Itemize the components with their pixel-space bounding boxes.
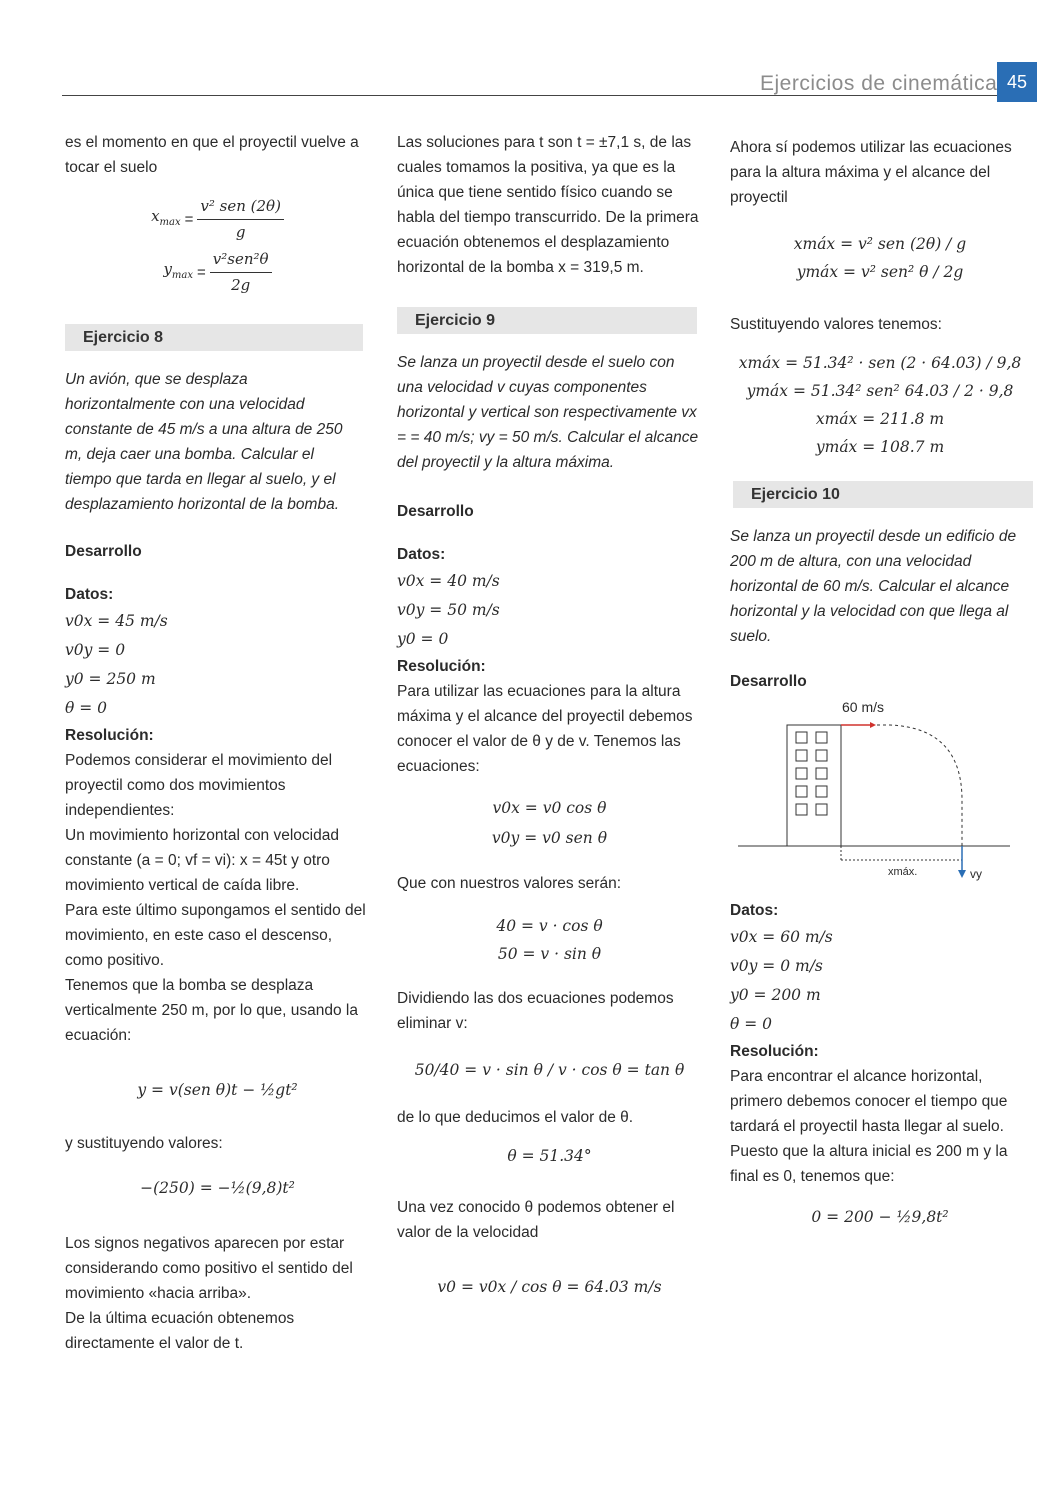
datos-list [730,923,1030,1039]
projectile-diagram [730,700,1010,890]
equation-v0y: v0y = v0 sen θ [491,829,608,847]
datos-item: v0y = 0 m/s [730,957,823,975]
page-number: 45 [997,62,1037,102]
datos-item: v0y = 50 m/s [397,601,500,619]
column-right [730,130,1030,1230]
result-xmax: xmáx = 211.8 m [815,410,945,428]
sustituyendo-text: Sustituyendo valores tenemos: [730,316,942,333]
datos-list [65,607,370,723]
desarrollo-heading: Desarrollo [397,503,474,520]
column-left [65,130,370,1356]
datos-item: v0y = 0 [65,641,126,659]
sustituyendo-text: y sustituyendo valores: [65,1135,223,1152]
resolucion-text: Podemos considerar el movimiento del proyectil como dos movimientos independientes: [65,752,333,819]
resolucion-text: Un movimiento horizontal con velocidad constante (a = 0; vf = vi): x = 45t y otro movimiento vertical de caída libre. [65,827,339,894]
datos-item: v0x = 40 m/s [397,572,500,590]
equation-theta: θ = 51.34° [507,1147,592,1165]
datos-heading: Datos: [730,902,779,919]
resolucion-text: Los signos negativos aparecen por estar considerando como positivo el sentido del movimiento «hacia arriba». [65,1235,353,1302]
exercise-10-statement: Se lanza un proyectil desde un edificio de 200 m de altura, con una velocidad horizontal de 60 m/s. Calcular el alcance horizontal y la velocidad con que llega al suelo. [730,528,1017,645]
running-header: Ejercicios de cinemática [760,72,998,95]
header-rule [62,95,997,96]
datos-item: y0 = 0 [397,630,449,648]
resolucion-text: De la última ecuación obtenemos directamente el valor de t. [65,1310,295,1352]
datos-list [397,567,702,654]
diagram-xmax-label: xmáx. [888,866,918,878]
resolucion-text: Para encontrar el alcance horizontal, primero debemos conocer el tiempo que tardará el proyectil hasta llegar al suelo. [730,1068,1008,1135]
resolucion-text: Para este último supongamos el sentido del movimiento, en este caso el descenso, como positivo. [65,902,366,969]
result-ymax: ymáx = 108.7 m [815,438,945,456]
formula-ymax: $y_{max}$ = $\frac{\text{v²sen²θ}}{2g}$ [65,247,370,298]
equation-substituted: −(250) = −½(9,8)t² [140,1179,295,1197]
solutions-text: Las soluciones para t son t = ±7,1 s, de las cuales tomamos la positiva, ya que es la única que tiene sentido físico cuando se habla del tiempo transcurrido. De la primera ecuación obtenemos el desplazamiento horizontal de la bomba x = 319,5 m. [397,134,699,276]
resolucion-text: Puesto que la altura inicial es 200 m y la final es 0, tenemos que: [730,1143,1008,1185]
deducimos-text: de lo que deducimos el valor de θ. [397,1109,634,1126]
desarrollo-heading: Desarrollo [730,673,807,690]
column-middle [397,130,702,1300]
resolucion-text: Para utilizar las ecuaciones para la altura máxima y el alcance del proyectil debemos conocer el valor de θ y de v. Tenemos las ecuaciones: [397,683,693,775]
datos-item: θ = 0 [730,1015,773,1033]
equation-sin: 50 = v · sin θ [497,945,602,963]
valores-text: Que con nuestros valores serán: [397,875,622,892]
desarrollo-heading: Desarrollo [65,543,142,560]
resolucion-text: Tenemos que la bomba se desplaza verticalmente 250 m, por lo que, usando la ecuación: [65,977,358,1044]
ahora-text: Ahora sí podemos utilizar las ecuaciones para la altura máxima y el alcance del proyectil [730,139,1012,206]
datos-heading: Datos: [397,546,446,563]
datos-heading: Datos: [65,586,114,603]
exercise-8-statement: Un avión, que se desplaza horizontalmente con una velocidad constante de 45 m/s a una altura de 250 m, deja caer una bomba. Calcular el tiempo que tarda en llegar al suelo, y el desplazamiento horizontal de la bomba. [65,371,343,513]
equation-v0x: v0x = v0 cos θ [492,799,607,817]
trajectory [841,725,962,846]
intro-text: es el momento en que el proyectil vuelve a tocar el suelo [65,134,359,176]
exercise-8-heading: Ejercicio 8 [65,324,363,351]
formula-xmax: xmáx = v² sen (2θ) / g [793,235,967,253]
exercise-9-heading: Ejercicio 9 [397,307,697,334]
datos-item: θ = 0 [65,699,108,717]
equation-cos: 40 = v · cos θ [496,917,603,935]
datos-item: v0x = 45 m/s [65,612,168,630]
diagram-vy-label: vy [970,867,982,881]
building [787,725,841,846]
exercise-9-statement: Se lanza un proyectil desde el suelo con una velocidad v cuyas componentes horizontal y vertical son respectivamente vx = = 40 m/s; vy = 50 m/s. Calcular el alcance del proyectil y la altura máxima. [397,354,699,471]
diagram-speed-label: 60 m/s [842,699,885,715]
datos-item: v0x = 60 m/s [730,928,833,946]
equation-v0: v0 = v0x / cos θ = 64.03 m/s [437,1278,662,1296]
projectile-diagram-svg [730,700,1010,890]
equation-tan: 50/40 = v · sin θ / v · cos θ = tan θ [414,1061,685,1079]
equation-y: y = v(sen θ)t − ½gt² [137,1081,298,1099]
exercise-10-heading: Ejercicio 10 [733,481,1033,508]
formula-ymax: ymáx = v² sen² θ / 2g [796,263,964,281]
formula-xmax: $x_{max}$ = $\frac{\text{v² sen (2θ)}}{g}$ [65,194,370,245]
resolucion-heading: Resolución: [397,658,486,675]
datos-item: y0 = 200 m [730,986,821,1004]
equation-xmax-values: xmáx = 51.34² · sen (2 · 64.03) / 9,8 [738,354,1022,372]
resolucion-heading: Resolución: [65,727,154,744]
velocidad-text: Una vez conocido θ podemos obtener el valor de la velocidad [397,1199,675,1241]
datos-item: y0 = 250 m [65,670,156,688]
equation-final: 0 = 200 − ½9,8t² [811,1208,949,1226]
equation-ymax-values: ymáx = 51.34² sen² 64.03 / 2 · 9,8 [746,382,1014,400]
resolucion-heading: Resolución: [730,1043,819,1060]
dividiendo-text: Dividiendo las dos ecuaciones podemos eliminar v: [397,990,674,1032]
